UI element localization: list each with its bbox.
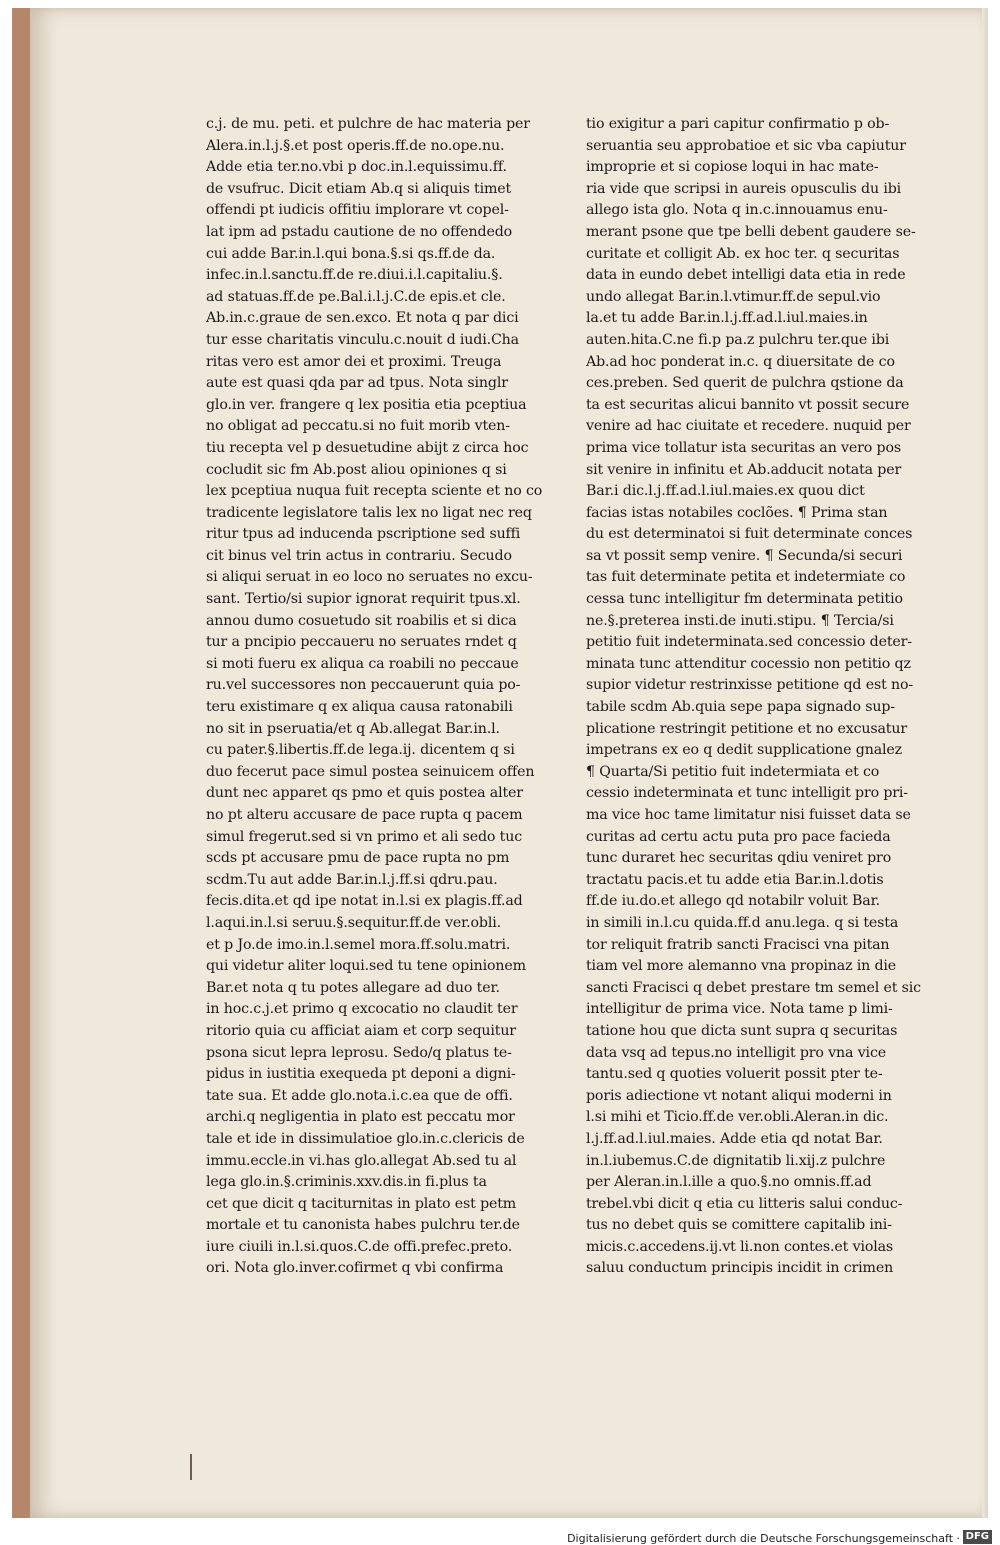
text-line: data in eundo debet intelligi data etia in rede <box>586 267 906 284</box>
text-line: intelligitur de prima vice. Nota tame p limi- <box>586 1001 893 1018</box>
text-line: tunc duraret hec securitas qdiu veniret pro <box>586 850 892 867</box>
text-line: plicatione restringit petitione et no excusatur <box>586 720 907 737</box>
text-line: dunt nec apparet qs pmo et quis postea alter <box>206 785 523 802</box>
text-line: duo fecerut pace simul postea seinuicem offen <box>206 763 535 780</box>
text-line: ori. Nota glo.inver.cofirmet q vbi confirma <box>206 1260 504 1277</box>
text-line: tale et ide in dissimulatioe glo.in.c.clericis de <box>206 1130 525 1147</box>
text-line: simul fregerut.sed si vn primo et ali sedo tuc <box>206 828 523 845</box>
text-line: l.si mihi et Ticio.ff.de ver.obli.Aleran.in dic. <box>586 1109 889 1126</box>
text-line: immu.eccle.in vi.has glo.allegat Ab.sed tu al <box>206 1152 517 1169</box>
text-column-right <box>586 114 946 1280</box>
text-line: Alera.in.l.j.§.et post operis.ff.de no.ope.nu. <box>206 137 505 154</box>
text-line: ritorio quia cu afficiat aiam et corp sequitur <box>206 1022 516 1039</box>
text-line: trebel.vbi dicit q etia cu litteris salui conduc- <box>586 1195 903 1212</box>
page-edge-mark <box>190 1454 192 1480</box>
text-line: allego ista glo. Nota q in.c.innouamus enu- <box>586 202 888 219</box>
text-line: ritas vero est amor dei et proximi. Treuga <box>206 353 502 370</box>
text-line: cu pater.§.libertis.ff.de lega.ij. dicentem q si <box>206 742 515 759</box>
text-line: cui adde Bar.in.l.qui bona.§.si qs.ff.de da. <box>206 245 496 262</box>
text-line: micis.c.accedens.ij.vt li.non contes.et violas <box>586 1238 894 1255</box>
text-line: in.l.iubemus.C.de dignitatib li.xij.z pulchre <box>586 1152 886 1169</box>
text-column-left <box>206 114 576 1280</box>
text-line: sant. Tertio/si supior ignorat requirit tpus.xl. <box>206 591 521 608</box>
text-line: tiu recepta vel p desuetudine abijt z circa hoc <box>206 439 529 456</box>
text-line: ta est securitas alicui bannito vt possit secure <box>586 396 910 413</box>
text-line: undo allegat Bar.in.l.vtimur.ff.de sepul.vio <box>586 288 881 305</box>
text-line: ria vide que scripsi in aureis opusculis du ibi <box>586 180 902 197</box>
text-line: glo.in ver. frangere q lex positia etia pceptiua <box>206 396 527 413</box>
text-line: saluu conductum principis incidit in crimen <box>586 1260 894 1277</box>
text-line: lat ipm ad pstadu cautione de no offendedo <box>206 223 513 240</box>
text-line: tabile scdm Ab.quia sepe papa signado sup- <box>586 699 895 716</box>
text-line: cessio indeterminata et tunc intelligit pro pri- <box>586 785 908 802</box>
text-line: si aliqui seruat in eo loco no seruates no excu- <box>206 569 533 586</box>
text-line: auten.hita.C.ne fi.p pa.z pulchru ter.que ibi <box>586 331 890 348</box>
text-line: l.aqui.in.l.si seruu.§.sequitur.ff.de ver.obli. <box>206 914 501 931</box>
text-line: ¶ Quarta/Si petitio fuit indetermiata et co <box>586 763 880 780</box>
text-line: c.j. de mu. peti. et pulchre de hac materia per <box>206 116 530 132</box>
text-line: tiam vel more alemanno vna propinaz in die <box>586 958 897 975</box>
text-line: psona sicut lepra leprosu. Sedo/q platus te- <box>206 1044 512 1061</box>
text-line: curitas ad certu actu puta pro pace facieda <box>586 828 891 845</box>
text-line: Bar.et nota q tu potes allegare ad duo ter. <box>206 979 500 996</box>
text-line: data vsq ad tepus.no intelligit pro vna vice <box>586 1044 886 1061</box>
text-line: minata tunc attenditur cocessio non petitio qz <box>586 655 911 672</box>
text-line: teru existimare q ex aliqua causa ratonabili <box>206 699 513 716</box>
text-line: tantu.sed q quoties voluerit possit pter te- <box>586 1066 883 1083</box>
text-line: l.j.ff.ad.l.iul.maies. Adde etia qd notat Bar. <box>586 1130 883 1147</box>
text-line: sit venire in infinitu et Ab.adducit notata per <box>586 461 902 478</box>
text-line: Ab.in.c.graue de sen.exco. Et nota q par dici <box>206 310 519 327</box>
text-line: Adde etia ter.no.vbi p doc.in.l.equissimu.ff. <box>206 159 507 176</box>
text-line: tractatu pacis.et tu adde etia Bar.in.l.dotis <box>586 871 884 888</box>
text-line: ru.vel successores non peccauerunt quia po- <box>206 677 521 694</box>
text-line: no sit in pseruatia/et q Ab.allegat Bar.in.l. <box>206 720 500 737</box>
text-line: tradicente legislatore talis lex no ligat nec req <box>206 504 532 521</box>
text-line: cocludit sic fm Ab.post aliou opiniones q si <box>206 461 507 478</box>
text-line: facias istas notabiles coclões. ¶ Prima stan <box>586 504 888 521</box>
text-line: impetrans ex eo q dedit supplicatione gnalez <box>586 742 902 759</box>
text-line: in simili in.l.cu quida.ff.d anu.lega. q si testa <box>586 914 899 931</box>
text-line: et p Jo.de imo.in.l.semel mora.ff.solu.matri. <box>206 936 511 953</box>
text-line: pidus in iustitia exequeda pt deponi a digni- <box>206 1066 516 1083</box>
text-line: offendi pt iudicis offitiu implorare vt copel- <box>206 202 509 219</box>
text-line: per Aleran.in.l.ille a quo.§.no omnis.ff.ad <box>586 1174 872 1191</box>
text-line: ces.preben. Sed querit de pulchra qstione da <box>586 375 904 392</box>
text-line: cessa tunc intelligitur fm determinata petitio <box>586 591 903 608</box>
text-line: de vsufruc. Dicit etiam Ab.q si aliquis timet <box>206 180 512 197</box>
text-line: mortale et tu canonista habes pulchru ter.de <box>206 1217 520 1234</box>
text-line: annou dumo cosuetudo sit roabilis et si dica <box>206 612 517 629</box>
text-line: ff.de iu.do.et allego qd notabilr voluit Bar. <box>586 893 881 910</box>
text-line: scdm.Tu aut adde Bar.in.l.j.ff.si qdru.pau. <box>206 871 498 888</box>
text-line: tus no debet quis se comittere capitalib ini- <box>586 1217 892 1234</box>
text-line: tas fuit determinate petita et indetermiate co <box>586 569 906 586</box>
text-line: ne.§.preterea insti.de inuti.stipu. ¶ Tercia/si <box>586 612 894 629</box>
text-line: poris adiectione vt notant aliqui moderni in <box>586 1087 892 1104</box>
text-line: Ab.ad hoc ponderat in.c. q diuersitate de co <box>586 353 895 370</box>
text-line: improprie et si copiose loqui in hac mate- <box>586 159 879 176</box>
text-line: cit binus vel trin actus in contrariu. Secudo <box>206 547 512 564</box>
text-line: sa vt possit semp venire. ¶ Secunda/si securi <box>586 547 903 564</box>
text-line: iure ciuili in.l.si.quos.C.de offi.prefec.preto. <box>206 1238 513 1255</box>
text-line: tate sua. Et adde glo.nota.i.c.ea que de offi. <box>206 1087 513 1104</box>
text-line: tatione hou que dicta sunt supra q securitas <box>586 1022 898 1039</box>
text-line: tio exigitur a pari capitur confirmatio p ob- <box>586 116 890 132</box>
text-line: no pt alteru accusare de pace rupta q pacem <box>206 807 523 823</box>
text-line: du est determinatoi si fuit determinate conces <box>586 526 913 543</box>
text-line: archi.q negligentia in plato est peccatu mor <box>206 1109 515 1126</box>
text-line: tor reliquit fratrib sancti Fracisci vna pitan <box>586 936 890 953</box>
text-line: seruantia seu approbatioe et sic vba capiutur <box>586 137 906 154</box>
text-line: si moti fueru ex aliqua ca roabili no peccaue <box>206 655 519 672</box>
text-line: Bar.i dic.l.j.ff.ad.l.iul.maies.ex quou dict <box>586 483 865 500</box>
text-line: ma vice hoc tame limitatur nisi fuisset data se <box>586 807 911 823</box>
text-line: tur a pncipio peccaueru no seruates rndet q <box>206 634 517 651</box>
funding-credit: Digitalisierung gefördert durch die Deutsche Forschungsgemeinschaft · <box>567 1532 960 1545</box>
text-line: cet que dicit q taciturnitas in plato est petm <box>206 1195 517 1212</box>
text-line: prima vice tollatur ista securitas an vero pos <box>586 439 902 456</box>
text-line: merant psone que tpe belli debent gaudere se- <box>586 223 916 240</box>
text-line: petitio fuit indeterminata.sed concessio deter- <box>586 634 912 651</box>
text-line: aute est quasi qda par ad tpus. Nota singlr <box>206 375 508 392</box>
text-line: supior videtur restrinxisse petitione qd est no- <box>586 677 914 694</box>
dfg-logo: DFG <box>963 1530 992 1544</box>
text-line: ritur tpus ad inducenda pscriptione sed suffi <box>206 526 521 543</box>
text-line: infec.in.l.sanctu.ff.de re.diui.i.l.capitaliu.§. <box>206 267 503 284</box>
text-line: no obligat ad peccatu.si no fuit morib vten- <box>206 418 510 435</box>
text-line: tur esse charitatis vinculu.c.nouit d iudi.Cha <box>206 331 519 348</box>
text-line: ad statuas.ff.de pe.Bal.i.l.j.C.de epis.et cle. <box>206 288 506 305</box>
text-line: lex pceptiua nuqua fuit recepta sciente et no co <box>206 483 543 500</box>
text-line: fecis.dita.et qd ipe notat in.l.si ex plagis.ff.ad <box>206 893 523 910</box>
text-line: scds pt accusare pmu de pace rupta no pm <box>206 850 510 867</box>
text-line: venire ad hac ciuitate et recedere. nuquid per <box>586 418 911 435</box>
text-line: lega glo.in.§.criminis.xxv.dis.in fi.plus ta <box>206 1174 487 1191</box>
text-line: in hoc.c.j.et primo q excocatio no claudit ter <box>206 1001 518 1018</box>
text-line: sancti Fracisci q debet prestare tm semel et sic <box>586 979 921 996</box>
text-line: qui videtur aliter loqui.sed tu tene opinionem <box>206 958 526 975</box>
text-line: curitate et colligit Ab. ex hoc ter. q securitas <box>586 245 900 262</box>
text-line: la.et tu adde Bar.in.l.j.ff.ad.l.iul.maies.in <box>586 310 868 327</box>
